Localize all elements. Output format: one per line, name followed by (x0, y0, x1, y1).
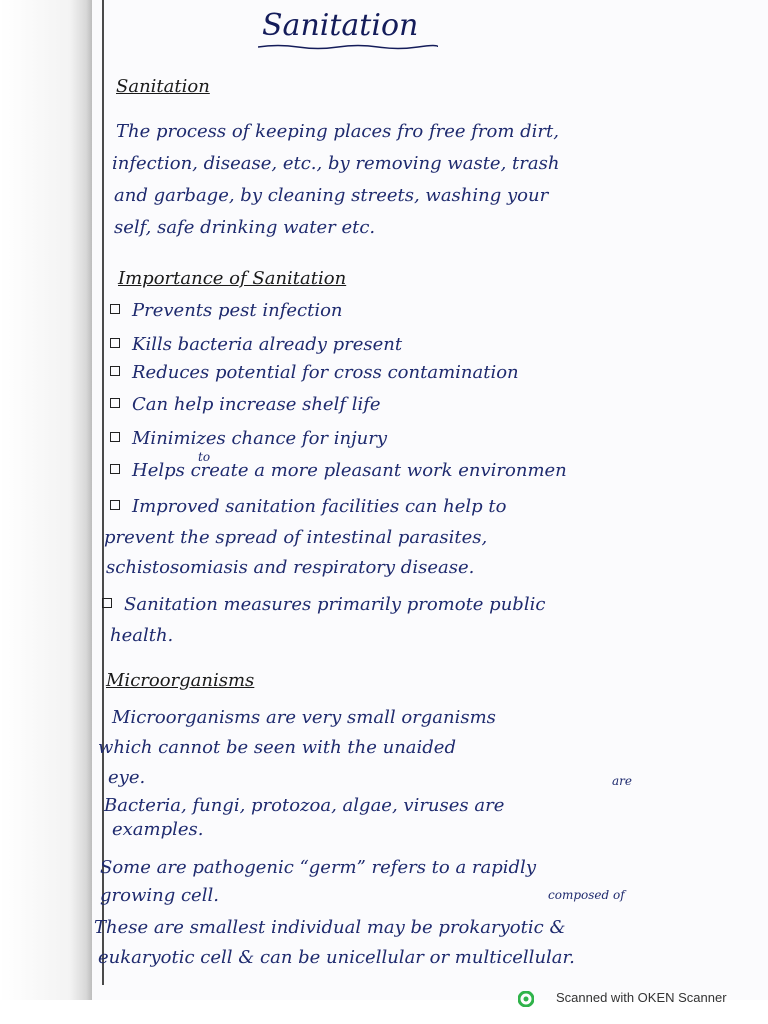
definition-line-2: infection, disease, etc., by removing waste, trash (112, 153, 560, 174)
scanner-watermark: Scanned with OKEN Scanner (556, 990, 727, 1005)
section-heading-sanitation: Sanitation (116, 76, 210, 97)
definition-line-3: and garbage, by cleaning streets, washing your (114, 185, 549, 206)
margin-line (102, 0, 104, 985)
title-underline (258, 44, 438, 50)
insertion-composed-of: composed of (548, 888, 625, 902)
bullet-continuation: prevent the spread of intestinal parasites, (104, 527, 488, 548)
micro-line-8: These are smallest individual may be prokaryotic & (94, 917, 566, 938)
bullet-item: Kills bacteria already present (110, 334, 402, 355)
bullet-continuation: schistosomiasis and respiratory disease. (106, 557, 475, 578)
micro-line-9: eukaryotic cell & can be unicellular or multicellular. (98, 947, 575, 968)
bullet-item: Can help increase shelf life (110, 394, 381, 415)
checkbox-icon (110, 366, 120, 376)
checkbox-icon (110, 500, 120, 510)
page-edge-shadow (0, 0, 92, 1024)
bullet-item: Prevents pest infection (110, 300, 343, 321)
micro-line-3: eye. (108, 767, 146, 788)
micro-line-5: examples. (112, 819, 204, 840)
bullet-continuation: health. (110, 625, 174, 646)
micro-line-1: Microorganisms are very small organisms (112, 707, 496, 728)
section-heading-microorganisms: Microorganisms (106, 670, 255, 691)
bullet-item-public-health: Sanitation measures primarily promote public (102, 594, 545, 615)
checkbox-icon (110, 464, 120, 474)
bullet-item: Reduces potential for cross contamination (110, 362, 519, 383)
micro-line-2: which cannot be seen with the unaided (98, 737, 456, 758)
definition-line-1: The process of keeping places fro free from dirt, (116, 121, 559, 142)
micro-line-7: growing cell. (100, 885, 219, 906)
insertion-to: to (198, 450, 211, 464)
checkbox-icon (102, 598, 112, 608)
section-heading-importance: Importance of Sanitation (118, 268, 347, 289)
scanner-logo-icon (518, 991, 534, 1007)
checkbox-icon (110, 432, 120, 442)
page-title: Sanitation (262, 8, 419, 43)
checkbox-icon (110, 398, 120, 408)
insertion-are: are (612, 774, 632, 788)
bullet-item-sanitation-facilities: Improved sanitation facilities can help to (110, 496, 506, 517)
bullet-item: Minimizes chance for injury (110, 428, 387, 449)
definition-line-4: self, safe drinking water etc. (114, 217, 376, 238)
micro-line-6: Some are pathogenic “germ” refers to a rapidly (100, 857, 536, 878)
micro-line-4: Bacteria, fungi, protozoa, algae, viruses are (104, 795, 505, 816)
checkbox-icon (110, 338, 120, 348)
bullet-item: Helps create a more pleasant work environmen (110, 460, 567, 481)
checkbox-icon (110, 304, 120, 314)
